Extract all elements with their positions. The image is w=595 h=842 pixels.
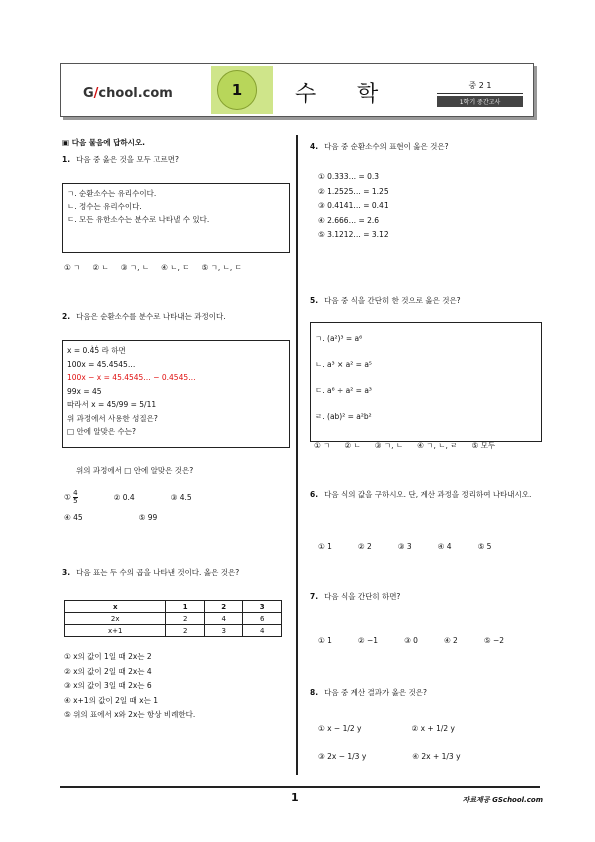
q2-option[interactable]: ④ 45 [64,513,83,522]
q2-box-highlight: 100x − x = 45.4545… − 0.4545… [67,373,196,382]
q5-box-line: ㄹ. (ab)² = a²b² [315,412,372,421]
q2-box [62,340,290,448]
question-4: 4. 다음 중 순환소수의 표현이 옳은 것은? [310,142,449,151]
q2-box-line: 위 과정에서 사용한 성질은? [67,413,158,423]
column-divider [296,135,298,775]
q4-options [318,170,389,243]
table-row: 2x 2 4 6 [65,613,282,625]
q2-option[interactable]: ① $\frac{4}{5}$ [64,489,78,505]
q4-option[interactable]: ⑤ 3.1212… = 3.1̇2̇ [318,230,389,239]
header-frame [60,63,534,117]
q8-options [318,724,538,762]
q5-option[interactable]: ① ㄱ [314,441,331,450]
q1-option[interactable]: ④ ㄴ, ㄷ [161,263,190,272]
q3-option[interactable]: ② x의 값이 2일 때 2x는 4 [64,666,152,676]
q8-option[interactable]: ① x − 1/2 y [318,724,362,733]
exam-info [437,80,523,107]
q3-option[interactable]: ⑤ 위의 표에서 x와 2x는 항상 비례한다. [64,710,196,719]
q5-option[interactable]: ② ㄴ [344,441,361,450]
q1-box-line: ㄱ. 순환소수는 유리수이다. [67,189,157,198]
q8-option[interactable]: ④ 2x + 1/3 y [412,752,461,761]
q1-box [62,183,290,253]
question-8: 8. 다음 중 계산 결과가 옳은 것은? [310,688,427,697]
q1-option[interactable]: ③ ㄱ, ㄴ [120,263,150,272]
q7-option[interactable]: ③ 0 [404,636,418,645]
q2-options [64,490,284,525]
q2-box-line: 99x = 45 [67,386,102,396]
q4-option[interactable]: ① 0.333… = 0.3̇ [318,172,380,181]
section-title: ▣ 다음 물음에 답하시오. [62,138,145,147]
q6-option[interactable]: ③ 3 [397,542,412,551]
q4-option[interactable]: ④ 2.666… = 2.6̇ [318,215,380,225]
q5-option[interactable]: ③ ㄱ, ㄴ [374,441,404,450]
q5-options [314,440,495,451]
q8-option[interactable]: ② x + 1/2 y [411,724,455,733]
q3-option[interactable]: ① x의 값이 1일 때 2x는 2 [64,652,152,661]
table-row: x+1 2 3 4 [65,625,282,637]
q3-table [64,600,282,637]
page-number: 1 [291,791,299,804]
q2-subquestion: 위의 과정에서 □ 안에 알맞은 것은? [76,466,194,475]
q1-options [64,262,242,273]
question-5: 5. 다음 중 식을 간단히 한 것으로 옳은 것은? [310,296,461,305]
q2-box-line: x = 0.4̇5̇ 라 하면 [67,346,126,355]
subject-char-2: 학 [357,82,379,107]
grade-badge: 1 [217,70,257,110]
q2-option[interactable]: ⑤ 99 [138,513,158,522]
q3-options [64,650,195,723]
exam-tag: 1학기 중간고사 [437,96,523,107]
q7-option[interactable]: ① 1 [318,636,332,645]
footer-rule [60,786,540,788]
question-7: 7. 다음 식을 간단히 하면? [310,592,401,601]
q1-box-line: ㄷ. 모든 유한소수는 분수로 나타낼 수 있다. [67,215,210,224]
footer-brand: 자료제공 GSchool.com [462,796,543,804]
q2-box-line: □ 안에 알맞은 수는? [67,427,136,436]
question-2: 2. 다음은 순환소수를 분수로 나타내는 과정이다. [62,312,226,321]
q5-box-line: ㄴ. a³ × a² = a⁵ [315,360,372,369]
q5-box [310,322,542,442]
q5-box-line: ㄷ. a⁶ ÷ a² = a³ [315,386,372,395]
q6-option[interactable]: ④ 4 [437,542,452,551]
q4-option[interactable]: ③ 0.4141… = 0.4̇1̇ [318,201,389,210]
q2-option[interactable]: ③ 4.5 [170,492,192,502]
q7-option[interactable]: ④ 2 [443,636,458,645]
q1-box-line: ㄴ. 정수는 유리수이다. [67,202,142,211]
q7-option[interactable]: ② −1 [357,636,379,645]
q6-option[interactable]: ⑤ 5 [477,542,492,551]
grade-badge-bg [211,66,273,114]
q8-option[interactable]: ③ 2x − 1/3 y [318,752,367,761]
q5-option[interactable]: ④ ㄱ, ㄴ, ㄹ [417,441,458,450]
q4-option[interactable]: ② 1.2525… = 1.2̇5̇ [318,186,389,196]
q6-options [318,542,491,551]
q3-option[interactable]: ④ x+1의 값이 2일 때 x는 1 [64,695,158,705]
q5-box-line: ㄱ. (a²)³ = a⁶ [315,334,363,343]
question-1: 1. 다음 중 옳은 것을 모두 고르면? [62,155,179,164]
exam-grade: 중 2 1 [468,81,492,90]
q3-option[interactable]: ③ x의 값이 3일 때 2x는 6 [64,681,152,690]
q1-option[interactable]: ① ㄱ [64,263,81,272]
question-6: 6. 다음 식의 값을 구하시오. 단, 계산 과정을 정리하여 나타내시오. [310,490,532,499]
logo: G/chool.com [83,86,173,101]
q7-option[interactable]: ⑤ −2 [483,636,505,645]
subject-char-1: 수 [295,82,317,107]
q5-option[interactable]: ⑤ 모두 [471,441,496,450]
question-3: 3. 다음 표는 두 수의 곱을 나타낸 것이다. 옳은 것은? [62,568,240,577]
q7-options [318,636,504,645]
table-row: x 1 2 3 [65,601,282,613]
q2-box-line: 100x = 45.4545… [67,359,136,369]
q6-option[interactable]: ① 1 [318,542,332,551]
q1-option[interactable]: ② ㄴ [92,263,109,272]
q2-box-line: 따라서 x = 45/99 = 5/11 [67,400,157,409]
q2-option[interactable]: ② 0.4̇ [113,492,135,502]
q6-option[interactable]: ② 2 [357,542,372,551]
q1-option[interactable]: ⑤ ㄱ, ㄴ, ㄷ [201,263,242,272]
q2-option-fraction: $\frac{4}{5}$ [73,489,78,505]
